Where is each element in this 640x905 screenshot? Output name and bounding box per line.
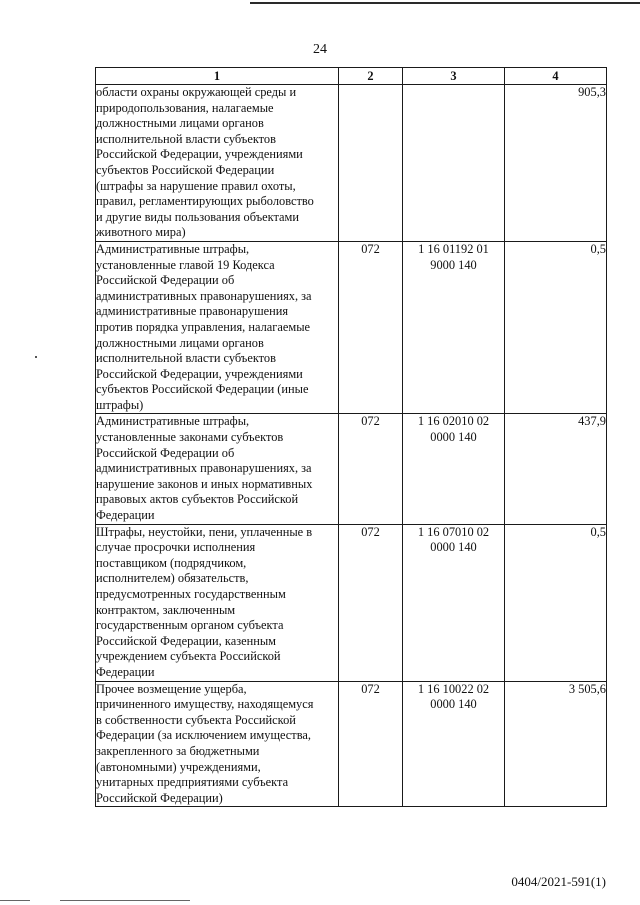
description-line: должностными лицами органов bbox=[96, 116, 264, 131]
description-line: контрактом, заключенным bbox=[96, 602, 236, 617]
description-line: установленные законами субъектов bbox=[96, 430, 284, 445]
description-line: области охраны окружающей среды и bbox=[96, 85, 297, 99]
description-line: установленные главой 19 Кодекса bbox=[96, 257, 275, 272]
description-line: административные правонарушения bbox=[96, 304, 289, 319]
description-line: природопользования, налагаемые bbox=[96, 100, 274, 115]
description-line: Федерации (за исключением имущества, bbox=[96, 728, 311, 743]
header-col-1: 1 bbox=[96, 68, 339, 85]
row-code-chapter bbox=[339, 85, 403, 242]
row-description bbox=[96, 524, 339, 681]
description-line: против порядка управления, налагаемые bbox=[96, 319, 311, 334]
description-line: учреждением субъекта Российской bbox=[96, 649, 281, 664]
classification-line: 1 16 10022 02 bbox=[417, 681, 490, 696]
description-line: правовых актов субъектов Российской bbox=[96, 492, 299, 507]
description-line: закрепленного за бюджетными bbox=[96, 743, 260, 758]
classification-line: 0000 140 bbox=[430, 430, 477, 445]
description-line: административных правонарушениях, за bbox=[96, 461, 312, 476]
row-amount: 0,5 bbox=[505, 241, 607, 414]
row-amount: 905,3 bbox=[505, 85, 607, 242]
classification-line: 9000 140 bbox=[430, 257, 477, 272]
header-col-3: 3 bbox=[403, 68, 505, 85]
classification-line: 1 16 01192 01 bbox=[418, 241, 489, 256]
row-description bbox=[96, 681, 339, 807]
description-line: предусмотренных государственным bbox=[96, 587, 286, 601]
description-line: Административные штрафы, bbox=[96, 414, 250, 429]
budget-table bbox=[95, 67, 607, 807]
description-line: правил, регламентирующих рыболовство bbox=[96, 194, 314, 209]
description-line: штрафы) bbox=[96, 397, 144, 412]
top-rule bbox=[250, 2, 640, 4]
row-code-classification bbox=[403, 414, 505, 524]
description-line: государственным органом субъекта bbox=[96, 618, 284, 633]
description-line: субъектов Российской Федерации (иные bbox=[96, 382, 309, 397]
description-line: случае просрочки исполнения bbox=[96, 540, 256, 555]
description-line: поставщиком (подрядчиком, bbox=[96, 555, 247, 570]
description-line: исполнительной власти субъектов bbox=[96, 131, 276, 146]
row-code-classification bbox=[403, 241, 505, 414]
row-description bbox=[96, 414, 339, 524]
description-line: (штрафы за нарушение правил охоты, bbox=[96, 178, 296, 193]
description-line: Российской Федерации, казенным bbox=[96, 633, 277, 648]
document-number: 0404/2021-591(1) bbox=[511, 874, 606, 889]
table-row bbox=[96, 85, 607, 242]
description-line: Российской Федерации об bbox=[96, 273, 235, 288]
header-col-2: 2 bbox=[339, 68, 403, 85]
description-line: Федерации bbox=[96, 664, 155, 679]
table-row bbox=[96, 241, 607, 414]
description-line: Российской Федерации, учреждениями bbox=[96, 366, 303, 381]
row-amount: 0,5 bbox=[505, 524, 607, 681]
table-row bbox=[96, 414, 607, 524]
row-code-chapter: 072 bbox=[339, 524, 403, 681]
row-description bbox=[96, 241, 339, 414]
row-amount: 437,9 bbox=[505, 414, 607, 524]
description-line: унитарных предприятиями субъекта bbox=[96, 775, 289, 790]
table-row bbox=[96, 681, 607, 807]
description-line: и другие виды пользования объектами bbox=[96, 209, 300, 224]
row-code-classification bbox=[403, 85, 505, 242]
description-line: Административные штрафы, bbox=[96, 241, 250, 256]
row-code-chapter: 072 bbox=[339, 414, 403, 524]
description-line: Штрафы, неустойки, пени, уплаченные в bbox=[96, 524, 313, 539]
page-number: 24 bbox=[313, 42, 327, 57]
description-line: должностными лицами органов bbox=[96, 335, 264, 350]
description-line: Федерации bbox=[96, 508, 155, 523]
classification-line: 0000 140 bbox=[430, 540, 477, 555]
description-line: нарушение законов и иных нормативных bbox=[96, 476, 313, 491]
table-body bbox=[96, 85, 607, 807]
row-code-chapter: 072 bbox=[339, 241, 403, 414]
table-header-row bbox=[96, 68, 607, 85]
classification-line: 1 16 07010 02 bbox=[417, 524, 490, 539]
row-code-chapter: 072 bbox=[339, 681, 403, 807]
table-row bbox=[96, 524, 607, 681]
description-line: Российской Федерации об bbox=[96, 445, 235, 460]
description-line: в собственности субъекта Российской bbox=[96, 712, 296, 727]
description-line: Российской Федерации) bbox=[96, 790, 223, 805]
classification-line: 1 16 02010 02 bbox=[417, 414, 490, 429]
description-line: исполнителем) обязательств, bbox=[96, 571, 249, 586]
row-code-classification bbox=[403, 524, 505, 681]
classification-line: 0000 140 bbox=[430, 697, 477, 712]
row-description bbox=[96, 85, 339, 242]
description-line: исполнительной власти субъектов bbox=[96, 351, 276, 366]
margin-dot bbox=[35, 356, 37, 358]
bottom-rule bbox=[0, 900, 30, 901]
description-line: Российской Федерации, учреждениями bbox=[96, 147, 303, 162]
description-line: субъектов Российской Федерации bbox=[96, 162, 275, 177]
description-line: административных правонарушениях, за bbox=[96, 288, 312, 303]
row-code-classification bbox=[403, 681, 505, 807]
bottom-rule bbox=[60, 900, 190, 901]
description-line: Прочее возмещение ущерба, bbox=[96, 681, 247, 696]
description-line: причиненного имуществу, находящемуся bbox=[96, 697, 314, 712]
description-line: животного мира) bbox=[96, 225, 186, 240]
row-amount: 3 505,6 bbox=[505, 681, 607, 807]
description-line: (автономными) учреждениями, bbox=[96, 759, 261, 774]
header-col-4: 4 bbox=[505, 68, 607, 85]
